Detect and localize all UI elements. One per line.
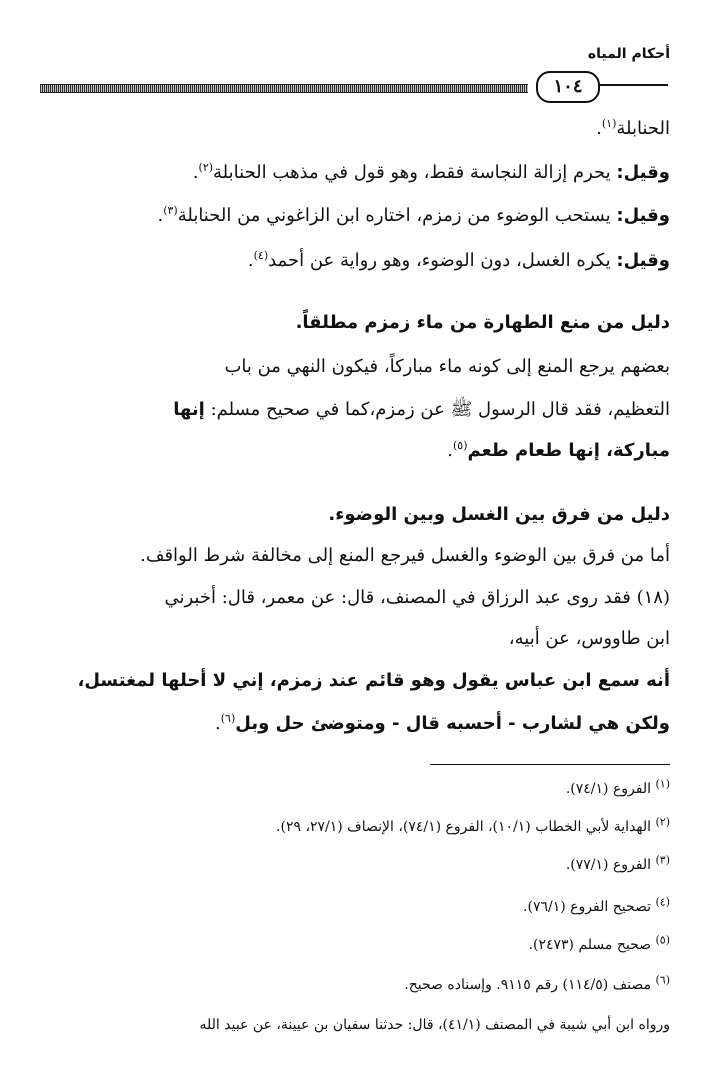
footnote-5 [528,933,670,954]
line-text: يكره الغسل، دون الوضوء، وهو رواية عن أحمد [268,250,611,271]
footnote-text: الفروع (٧٤/١). [565,781,652,797]
footnote-number: (٥) [655,933,670,947]
line-text: يحرم إزالة النجاسة فقط، وهو قول في مذهب الحنابلة [213,162,611,183]
footnote-ref: (٦) [220,712,236,725]
body-line-3: وقيل: يستحب الوضوء من زمزم، اختاره ابن الزاغوني من الحنابلة$^{(٣)}$. [157,204,670,226]
footnote-text: الهداية لأبي الخطاب (١٠/١)، الفروع (٧٤/١)، الإنصاف (٢٧/١، ٢٩). [276,819,652,835]
hadith-quote: إنها [173,399,205,420]
paragraph-2-line-2: (١٨) فقد روى عبد الرزاق في المصنف، قال: عن معمر، قال: أخبرني [164,587,670,608]
said-label: وقيل: [616,205,670,226]
footnote-4 [523,895,670,916]
page-number-badge: ١٠٤ [536,71,600,103]
footnote-ref: (٥) [452,439,468,452]
footnote-separator [430,764,670,765]
section-heading-2: دليل من فرق بين الغسل وبين الوضوء. [328,504,670,525]
paragraph-2-line-4: أنه سمع ابن عباس يقول وهو قائم عند زمزم، إني لا أحلها لمغتسل، [77,670,670,691]
paragraph-2-line-1: أما من فرق بين الوضوء والغسل فيرجع المنع إلى مخالفة شرط الواقف. [140,545,670,566]
footnote-number: (٦) [655,973,670,987]
footnote-ref: (٤) [253,249,269,262]
paragraph-1-line-3: مباركة، إنها طعام طعم$^{(٥)}$. [447,439,670,461]
paragraph-2-line-5: ولكن هي لشارب - أحسبه قال - ومتوضئ حل وبل$^{(٦)}$. [215,712,670,734]
running-header-title: أحكام المياه [587,46,670,62]
said-label: وقيل: [616,250,670,271]
line-text: يستحب الوضوء من زمزم، اختاره ابن الزاغوني من الحنابلة [177,205,611,226]
body-line-1: الحنابلة$^{(١)}$. [596,117,670,139]
footnote-text: تصحيح الفروع (٧٦/١). [523,899,652,915]
line-text: الحنابلة [616,118,670,139]
footnote-text: مصنف (١١٤/٥) رقم ٩١١٥. وإسناده صحيح. [404,977,652,993]
header-decorative-rule [40,84,528,93]
said-label: وقيل: [616,162,670,183]
hadith-quote: مباركة، إنها طعام طعم [467,440,670,461]
paragraph-1-line-2 [38,399,670,421]
footnote-3 [565,853,670,874]
athar-quote: ولكن هي لشارب - أحسبه قال - ومتوضئ حل وبل [235,713,670,734]
section-heading-1: دليل من منع الطهارة من ماء زمزم مطلقاً. [295,312,670,333]
footnote-text: الفروع (٧٧/١). [565,857,652,873]
body-line-4: وقيل: يكره الغسل، دون الوضوء، وهو رواية عن أحمد$^{(٤)}$. [247,249,670,271]
body-line-2: وقيل: يحرم إزالة النجاسة فقط، وهو قول في مذهب الحنابلة$^{(٢)}$. [192,161,670,183]
footnote-6 [404,973,670,994]
footnote-number: (٣) [655,853,670,867]
footnote-number: (١) [655,777,670,791]
line-text: التعظيم، فقد قال الرسول ﷺ عن زمزم،كما في صحيح مسلم: [210,399,670,420]
paragraph-1-line-1: بعضهم يرجع المنع إلى كونه ماء مباركاً، فيكون النهي من باب [224,356,670,377]
footnote-number: (٤) [655,895,670,909]
footnote-text: صحيح مسلم (٢٤٧٣). [528,937,652,953]
footnote-continuation: ورواه ابن أبي شيبة في المصنف (٤١/١)، قال: حدثنا سفيان بن عيينة، عن عبيد الله [199,1017,670,1033]
footnote-number: (٢) [655,815,670,829]
footnote-ref: (٢) [198,161,214,174]
footnote-ref: (١) [601,117,617,130]
header-rule-tail [600,84,668,86]
footnote-2 [276,815,670,836]
footnote-1 [565,777,670,798]
footnote-ref: (٣) [163,204,178,217]
paragraph-2-line-3: ابن طاووس، عن أبيه، [508,628,670,649]
